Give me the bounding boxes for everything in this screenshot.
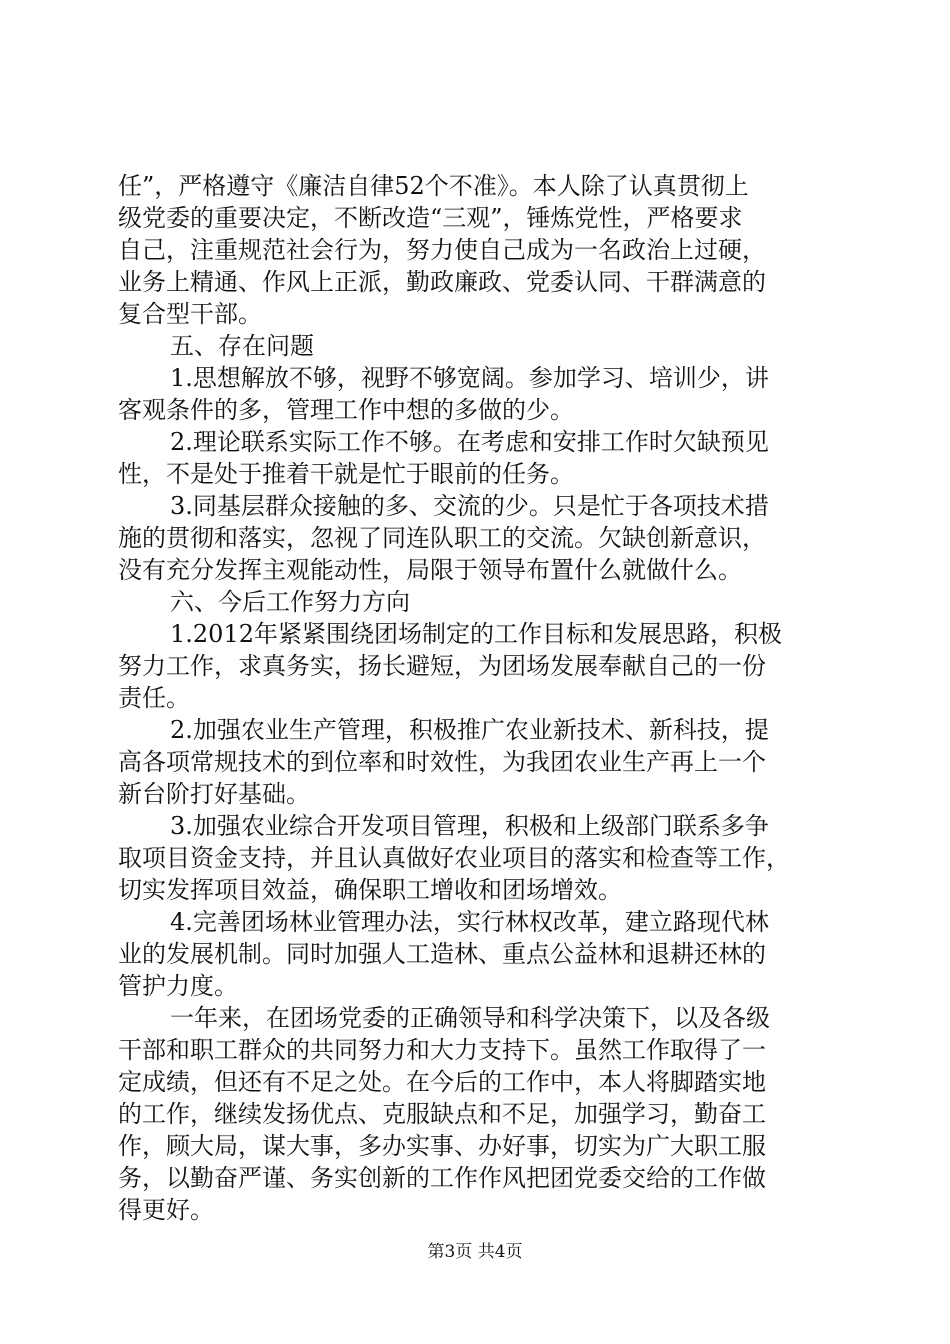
text-line: 3.同基层群众接触的多、交流的少。只是忙于各项技术措 — [170, 492, 769, 520]
text-line: 取项目资金支持，并且认真做好农业项目的落实和检查等工作， — [118, 844, 790, 872]
text-line: 的工作，继续发扬优点、克服缺点和不足，加强学习，勤奋工 — [118, 1100, 766, 1128]
text-line: 作，顾大局，谋大事，多办实事、办好事，切实为广大职工服 — [118, 1132, 766, 1160]
text-line: 务，以勤奋严谨、务实创新的工作作风把团党委交给的工作做 — [118, 1164, 766, 1192]
text-line: 2.加强农业生产管理，积极推广农业新技术、新科技，提 — [170, 716, 769, 744]
text-line: 责任。 — [118, 684, 190, 712]
section-heading: 五、存在问题 — [170, 332, 314, 360]
text-line: 努力工作，求真务实，扬长避短，为团场发展奉献自己的一份 — [118, 652, 766, 680]
text-line: 复合型干部。 — [118, 300, 262, 328]
text-line: 新台阶打好基础。 — [118, 780, 310, 808]
text-line: 2.理论联系实际工作不够。在考虑和安排工作时欠缺预见 — [170, 428, 769, 456]
text-line: 干部和职工群众的共同努力和大力支持下。虽然工作取得了一 — [118, 1036, 766, 1064]
text-line: 业的发展机制。同时加强人工造林、重点公益林和退耕还林的 — [118, 940, 766, 968]
text-line: 切实发挥项目效益，确保职工增收和团场增效。 — [118, 876, 622, 904]
text-line: 性，不是处于推着干就是忙于眼前的任务。 — [118, 460, 574, 488]
text-line: 管护力度。 — [118, 972, 238, 1000]
section-heading: 六、今后工作努力方向 — [170, 588, 410, 616]
text-line: 3.加强农业综合开发项目管理，积极和上级部门联系多争 — [170, 812, 769, 840]
text-line: 一年来，在团场党委的正确领导和科学决策下，以及各级 — [170, 1004, 770, 1032]
text-line: 业务上精通、作风上正派，勤政廉政、党委认同、干群满意的 — [118, 268, 766, 296]
text-line: 任”，严格遵守《廉洁自律52个不准》。本人除了认真贯彻上 — [118, 172, 749, 200]
text-line: 4.完善团场林业管理办法，实行林权改革，建立路现代林 — [170, 908, 769, 936]
text-line: 高各项常规技术的到位率和时效性，为我团农业生产再上一个 — [118, 748, 766, 776]
text-line: 定成绩，但还有不足之处。在今后的工作中，本人将脚踏实地 — [118, 1068, 766, 1096]
text-line: 1.思想解放不够，视野不够宽阔。参加学习、培训少，讲 — [170, 364, 769, 392]
text-line: 1.2012年紧紧围绕团场制定的工作目标和发展思路，积极 — [170, 620, 782, 648]
text-line: 级党委的重要决定，不断改造“三观”，锤炼党性，严格要求 — [118, 204, 743, 232]
page-number-footer: 第3页 共4页 — [427, 1242, 523, 1262]
text-line: 施的贯彻和落实，忽视了同连队职工的交流。欠缺创新意识， — [118, 524, 766, 552]
text-line: 自己，注重规范社会行为，努力使自己成为一名政治上过硬， — [118, 236, 766, 264]
text-line: 客观条件的多，管理工作中想的多做的少。 — [118, 396, 574, 424]
text-line: 没有充分发挥主观能动性，局限于领导布置什么就做什么。 — [118, 556, 742, 584]
text-line: 得更好。 — [118, 1196, 214, 1224]
document-body — [118, 170, 838, 1226]
